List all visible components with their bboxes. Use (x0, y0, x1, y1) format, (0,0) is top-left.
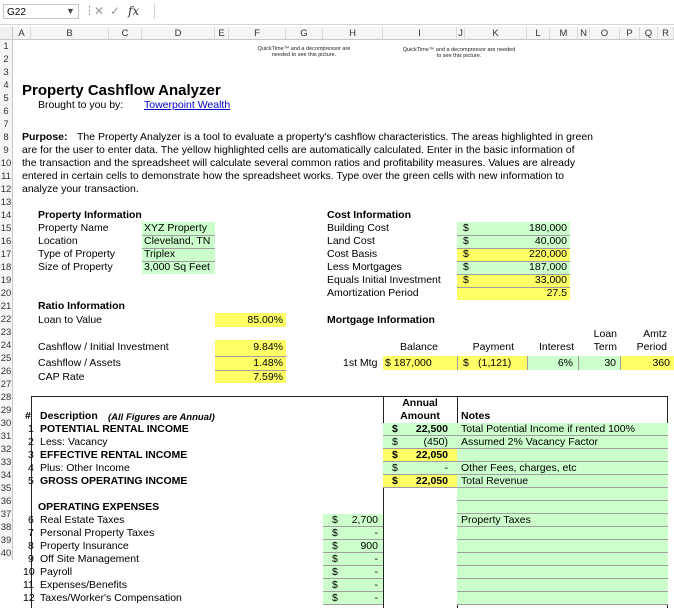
purpose-label: Purpose: (22, 131, 68, 143)
row-header[interactable]: 33 (0, 457, 12, 468)
more-options-icon[interactable]: ⋮ (84, 5, 95, 17)
loan-to-value-value[interactable]: 85.00% (247, 314, 283, 326)
line-number: 10 (23, 566, 35, 578)
currency-symbol: $ (332, 527, 338, 539)
row-header[interactable]: 29 (0, 405, 12, 416)
cashflow-investment-value[interactable]: 9.84% (253, 341, 283, 353)
line-number: 5 (28, 475, 34, 487)
payment-column-header: Payment (472, 341, 514, 353)
row-header[interactable]: 12 (0, 184, 12, 195)
column-header[interactable]: B (31, 27, 109, 40)
loan-to-value-label: Loan to Value (38, 314, 103, 326)
currency-symbol: $ (463, 222, 469, 234)
column-header[interactable]: F (229, 27, 286, 40)
brought-by-label: Brought to you by: (38, 99, 124, 111)
row-header[interactable]: 7 (0, 118, 13, 131)
cap-rate-label: CAP Rate (38, 371, 85, 383)
row-header[interactable]: 16 (0, 236, 12, 247)
row-header[interactable]: 20 (0, 288, 12, 299)
first-mortgage-label: 1st Mtg (343, 357, 378, 369)
chevron-down-icon[interactable]: ▼ (66, 6, 75, 16)
currency-symbol: $ (463, 248, 469, 260)
less-mortgages-value[interactable]: 187,000 (529, 261, 567, 273)
line-number: 4 (28, 462, 34, 474)
column-header[interactable]: L (527, 27, 550, 40)
amortization-value[interactable]: 27.5 (546, 287, 567, 299)
row-header[interactable]: 6 (0, 105, 13, 118)
row-header[interactable]: 18 (0, 262, 12, 273)
line-number: 7 (28, 527, 34, 539)
building-cost-value[interactable]: 180,000 (529, 222, 567, 234)
currency-symbol: $ (332, 553, 338, 565)
cell-border (457, 604, 668, 605)
row-header[interactable]: 13 (0, 197, 12, 208)
income-line-label: POTENTIAL RENTAL INCOME (40, 423, 189, 435)
cashflow-investment-label: Cashflow / Initial Investment (38, 341, 169, 353)
line-number: 11 (23, 579, 34, 591)
enter-icon[interactable]: ✓ (110, 4, 121, 18)
column-header[interactable]: P (620, 27, 640, 40)
page-title: Property Cashflow Analyzer (22, 82, 221, 99)
picture-placeholder[interactable]: QuickTime™ and a decompressor are needed to see this picture. (257, 46, 351, 58)
balance-column-header: Balance (400, 341, 438, 353)
building-cost-label: Building Cost (327, 222, 389, 234)
row-header[interactable]: 21 (0, 301, 12, 312)
income-amount-value[interactable]: 22,050 (415, 449, 448, 461)
annual-amount-header: Amount (400, 410, 440, 422)
currency-symbol: $ (463, 274, 469, 286)
land-cost-value[interactable]: 40,000 (534, 235, 567, 247)
column-header[interactable]: G (286, 27, 323, 40)
row-header[interactable]: 5 (0, 92, 13, 105)
income-note[interactable]: Other Fees, charges, etc (461, 462, 577, 474)
income-amount-value[interactable]: - (444, 462, 448, 474)
column-header[interactable]: E (215, 27, 229, 40)
currency-symbol: $ (463, 261, 469, 273)
row-header[interactable]: 24 (0, 340, 12, 351)
expense-line-label: Real Estate Taxes (40, 514, 125, 526)
line-number: 2 (28, 436, 34, 448)
expense-line-label: Taxes/Worker's Compensation (40, 592, 182, 604)
initial-investment-label: Equals Initial Investment (327, 274, 441, 286)
purpose-line: are for the user to enter data. The yellow highlighted cells are automatically calculated. Enter in the basic information of (22, 144, 575, 156)
row-header[interactable]: 8 (0, 131, 13, 144)
purpose-line: entered in certain cells to demonstrate how the spreadsheet works. Type over the green cells with new information to (22, 170, 565, 182)
row-header[interactable]: 26 (0, 366, 12, 377)
insert-function-icon[interactable]: fx (128, 4, 140, 18)
line-number: 6 (28, 514, 34, 526)
ratio-info-header: Ratio Information (38, 300, 125, 312)
row-header[interactable]: 4 (0, 79, 13, 92)
row-header[interactable]: 11 (0, 170, 13, 183)
property-name-label: Property Name (38, 222, 109, 234)
row-header[interactable]: 27 (0, 379, 12, 390)
column-header[interactable]: A (13, 27, 31, 40)
expense-line-label: Payroll (40, 566, 73, 578)
formula-input[interactable] (154, 4, 674, 19)
row-header[interactable]: 3 (0, 66, 13, 79)
name-box[interactable]: G22 (3, 4, 79, 19)
expense-line-label: Off Site Management (40, 553, 140, 565)
operating-expenses-header: OPERATING EXPENSES (38, 501, 160, 513)
income-amount-value[interactable]: 22,500 (415, 423, 448, 435)
row-header[interactable]: 15 (0, 223, 12, 234)
column-header[interactable]: M (550, 27, 578, 40)
currency-symbol: $ (332, 540, 338, 552)
line-number: 9 (28, 553, 34, 565)
row-header[interactable]: 22 (0, 314, 12, 325)
picture-placeholder[interactable]: QuickTime™ and a decompressor are needed to see this picture. (402, 47, 516, 59)
expense-amount-value[interactable]: - (374, 579, 378, 591)
row-header[interactable]: 14 (0, 210, 12, 221)
currency-symbol: $ (392, 449, 398, 461)
income-note[interactable]: Assumed 2% Vacancy Factor (461, 436, 598, 448)
income-note[interactable]: Total Potential Income if rented 100% (461, 423, 635, 435)
formula-bar (0, 0, 674, 25)
row-header[interactable]: 32 (0, 444, 12, 455)
column-header[interactable]: H (323, 27, 383, 40)
mortgage-payment-value[interactable]: (1,121) (478, 357, 512, 369)
currency-symbol: $ (332, 566, 338, 578)
income-line-label: Less: Vacancy (40, 436, 108, 448)
expense-note[interactable]: Property Taxes (461, 514, 531, 526)
row-header[interactable]: 36 (0, 496, 12, 507)
cancel-icon[interactable]: ✕ (94, 4, 105, 18)
row-header[interactable]: 10 (0, 158, 12, 169)
column-header[interactable]: R (658, 27, 674, 40)
property-type-value[interactable]: Triplex (144, 248, 176, 260)
cashflow-assets-value[interactable]: 1.48% (253, 357, 283, 369)
number-column-header: # (25, 410, 31, 422)
row-header[interactable]: 25 (0, 353, 12, 364)
amtz-period-column-header: Period (636, 341, 667, 353)
line-number: 3 (28, 449, 34, 461)
property-type-label: Type of Property (38, 248, 116, 260)
mortgage-term-value[interactable]: 30 (604, 357, 616, 369)
currency-symbol: $ (463, 357, 469, 369)
expense-amount-value[interactable]: - (374, 592, 378, 604)
column-header[interactable]: N (578, 27, 590, 40)
location-value[interactable]: Cleveland, TN (144, 235, 211, 247)
currency-symbol: $ (332, 579, 338, 591)
loan-term-column-header: Loan (593, 328, 617, 340)
row-header[interactable]: 31 (0, 431, 12, 442)
mortgage-period-value[interactable]: 360 (652, 357, 670, 369)
description-column-header: Description (40, 410, 98, 422)
expense-amount-value[interactable]: 900 (360, 540, 378, 552)
annual-amount-header: Annual (402, 397, 438, 409)
property-name-value[interactable]: XYZ Property (144, 222, 208, 234)
row-header[interactable]: 40 (0, 548, 12, 559)
cost-basis-label: Cost Basis (327, 248, 378, 260)
row-header[interactable]: 9 (0, 144, 13, 157)
cost-basis-value[interactable]: 220,000 (529, 248, 567, 260)
expense-line-label: Personal Property Taxes (40, 527, 155, 539)
expense-line-label: Property Insurance (40, 540, 129, 552)
income-amount-value[interactable]: 22,050 (415, 475, 448, 487)
purpose-line: The Property Analyzer is a tool to evaluate a property's cashflow characteristics. The areas highlighted in green (77, 131, 594, 143)
row-header[interactable]: 2 (0, 53, 13, 66)
column-header[interactable]: K (465, 27, 527, 40)
line-number: 1 (28, 423, 34, 435)
row-header[interactable]: 1 (0, 40, 13, 53)
initial-investment-value[interactable]: 33,000 (534, 274, 567, 286)
column-header[interactable]: C (109, 27, 142, 40)
interest-column-header: Interest (538, 341, 574, 353)
notes-column-header: Notes (461, 410, 491, 422)
row-header[interactable]: 38 (0, 522, 12, 533)
cashflow-assets-label: Cashflow / Assets (38, 357, 121, 369)
loan-term-column-header: Term (593, 341, 617, 353)
cell-border (457, 356, 458, 370)
column-header[interactable]: Q (640, 27, 658, 40)
expense-amount-value[interactable]: - (374, 566, 378, 578)
income-amount-value[interactable]: (450) (423, 436, 448, 448)
currency-symbol: $ (332, 592, 338, 604)
expense-amount-value[interactable]: 2,700 (351, 514, 378, 526)
mortgage-balance-value[interactable]: $ 187,000 (385, 357, 432, 369)
purpose-line: analyze your transaction. (22, 183, 139, 195)
mortgage-interest-value[interactable]: 6% (557, 357, 573, 369)
row-header[interactable]: 19 (0, 275, 12, 286)
cost-info-header: Cost Information (327, 209, 411, 221)
property-info-header: Property Information (38, 209, 142, 221)
description-note: (All Figures are Annual) (108, 412, 215, 423)
expense-amount-value[interactable]: - (374, 527, 378, 539)
currency-symbol: $ (392, 475, 398, 487)
income-note[interactable]: Total Revenue (461, 475, 529, 487)
line-number: 12 (23, 592, 35, 604)
row-header[interactable]: 30 (0, 418, 12, 429)
expense-line-label: Expenses/Benefits (40, 579, 127, 591)
towerpoint-link[interactable]: Towerpoint Wealth (144, 99, 231, 111)
currency-symbol: $ (392, 462, 398, 474)
select-all-corner[interactable] (0, 27, 13, 40)
currency-symbol: $ (392, 423, 398, 435)
column-header[interactable]: O (590, 27, 620, 40)
row-header[interactable]: 23 (0, 327, 12, 338)
amtz-period-column-header: Amtz (643, 328, 667, 340)
amortization-label: Amortization Period (327, 287, 419, 299)
row-header[interactable]: 17 (0, 249, 12, 260)
property-size-value[interactable]: 3,000 Sq Feet (144, 261, 210, 273)
column-header[interactable]: I (383, 27, 457, 40)
currency-symbol: $ (463, 235, 469, 247)
row-header[interactable]: 37 (0, 509, 12, 520)
property-size-label: Size of Property (38, 261, 113, 273)
currency-symbol: $ (332, 514, 338, 526)
income-line-label: Plus: Other Income (40, 462, 130, 474)
location-label: Location (38, 235, 78, 247)
mortgage-info-header: Mortgage Information (327, 314, 435, 326)
row-header[interactable]: 28 (0, 392, 12, 403)
row-header[interactable]: 34 (0, 470, 12, 481)
income-line-label: GROSS OPERATING INCOME (40, 475, 188, 487)
expense-amount-value[interactable]: - (374, 553, 378, 565)
income-line-label: EFFECTIVE RENTAL INCOME (40, 449, 188, 461)
row-header[interactable]: 39 (0, 535, 12, 546)
column-header[interactable]: D (142, 27, 215, 40)
column-header[interactable]: J (457, 27, 465, 40)
less-mortgages-label: Less Mortgages (327, 261, 402, 273)
row-header[interactable]: 35 (0, 483, 12, 494)
land-cost-label: Land Cost (327, 235, 375, 247)
purpose-line: the transaction and the spreadsheet will calculate several common ratios and profitability measures. Values are already (22, 157, 576, 169)
cap-rate-value[interactable]: 7.59% (253, 371, 283, 383)
currency-symbol: $ (392, 436, 398, 448)
line-number: 8 (28, 540, 34, 552)
